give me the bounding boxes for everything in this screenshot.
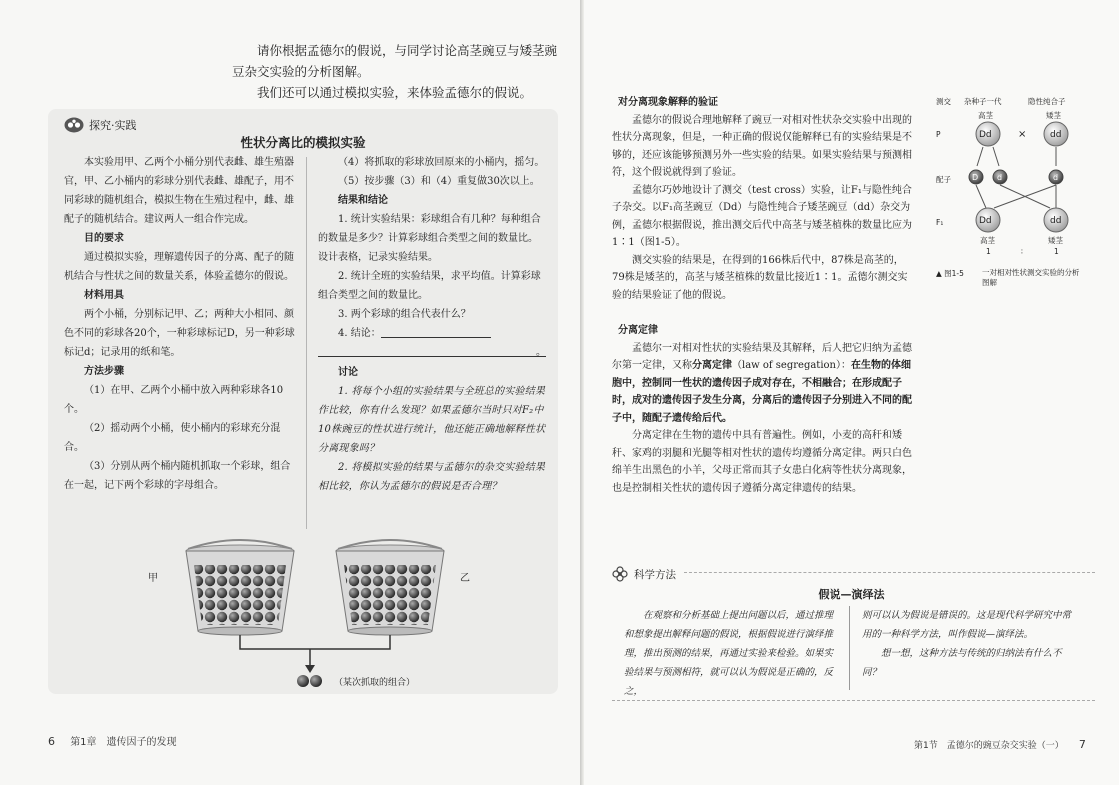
testcross-figure [936, 94, 1086, 294]
fig-gamete-d2: d [1053, 173, 1059, 182]
heading-materials: 材料用具 [84, 290, 124, 301]
section-name: 第1节 孟德尔的豌豆杂交实验（一） [914, 741, 1064, 751]
column-divider [306, 157, 307, 529]
method-column-2 [862, 606, 1078, 682]
paragraph [612, 340, 912, 428]
fig-header-hybrid: 杂种子一代 [964, 97, 1002, 106]
method-text: 在观察和分析基础上提出问题以后，通过推理和想象提出解释问题的假说，根据假说进行演绎推理，推出预测的结果，再通过实验来检验。如果实验结果与预测相符，就可以认为假说是正确的，反之， [624, 610, 834, 697]
discussion-item: 2. 将模拟实验的结果与孟德尔的杂交实验结果相比较，你认为孟德尔的假说是否合理？ [318, 462, 546, 492]
paragraph: 本实验用甲、乙两个小桶分别代表雌、雄生殖器官，甲、乙小桶内的彩球分别代表雌、雄配子，用不同彩球的随机组合，模拟生物在生殖过程中，雌、雄配子的随机结合。建议两人一组合作完成。 [64, 157, 294, 225]
experiment-title: 性状分离比的模拟实验 [240, 135, 366, 150]
heading-results: 结果和结论 [338, 195, 388, 206]
fig-row-f1: F₁ [936, 218, 944, 227]
method-text: 则可以认为假说是错误的。这是现代科学研究中常用的一种科学方法，叫作假说—演绎法。 [862, 610, 1072, 640]
verification-section [612, 94, 912, 304]
section-title: 对分离现象解释的验证 [618, 97, 718, 108]
step-item: （2）摇动两个小桶，使小桶内的彩球充分混合。 [64, 423, 281, 453]
page-number: 6 [48, 735, 55, 748]
page-number: 7 [1078, 738, 1086, 751]
ball-d [310, 675, 322, 687]
intro-paragraph: 请你根据孟德尔的假说，与同学讨论高茎豌豆与矮茎豌豆杂交实验的分析图解。 [232, 43, 558, 79]
step-item: （1）在甲、乙两个小桶中放入两种彩球各10个。 [64, 385, 284, 415]
fig-gamete-D: D [972, 173, 979, 182]
testcross-diagram [936, 94, 1086, 294]
fig-cell-Dd: Dd [979, 130, 992, 140]
paragraph: 分离定律在生物的遗传中具有普遍性。例如，小麦的高秆和矮秆、家鸡的羽腿和光腿等相对性状的遗传均遵循分离定律。两只白色绵羊生出黑色的小羊，父母正常而其子女患白化病等性状分离现象，也是控制相关性状的遗传因子遵循分离定律遗传的结果。 [612, 430, 912, 494]
fig-offspring-dd: dd [1050, 216, 1062, 226]
flower-icon [612, 566, 628, 582]
paragraph: 孟德尔巧妙地设计了测交（test cross）实验，让F₁与隐性纯合子杂交。以F₁高茎豌豆（Dd）与隐性纯合子矮茎豌豆（dd）杂交为例，孟德尔根据假说，推出测交后代中高茎与矮茎植株的数量比应为1∶1（图1-5）。 [612, 184, 912, 248]
conclusion-blank-line [318, 343, 546, 357]
fig-ratio-left: 1 [986, 247, 991, 256]
conclusion-period: 。 [536, 347, 546, 358]
segregation-section [612, 322, 912, 497]
box-header [64, 117, 137, 133]
paragraph: 两个小桶，分别标记甲、乙；两种大小相同、颜色不同的彩球各20个，一种彩球标记D，另一种彩球标记d；记录用的纸和笔。 [64, 309, 295, 358]
right-page [584, 0, 1119, 785]
step-item: （3）分别从两个桶内随机抓取一个彩球，组合在一起，记下两个彩球的字母组合。 [64, 461, 291, 491]
inquiry-practice-box [48, 109, 558, 694]
conclusion-item [318, 324, 546, 343]
fig-caption: 一对相对性状测交实验的分析图解 [982, 268, 1080, 287]
fig-cell-dd: dd [1050, 130, 1062, 140]
fig-offspring-tall: 高茎 [980, 236, 995, 245]
inquiry-icon [64, 117, 84, 133]
fig-offspring-Dd: Dd [979, 216, 992, 226]
left-footer [48, 733, 177, 748]
ball-D [297, 675, 309, 687]
method-bottom-rule [612, 700, 1095, 701]
question-item: 2. 统计全班的实验结果，求平均值。计算彩球组合类型之间的数量比。 [318, 271, 541, 301]
heading-purpose: 目的要求 [84, 233, 124, 244]
buckets-graphic [48, 539, 558, 689]
question-item: 1. 统计实验结果：彩球组合有几种？每种组合的数量是多少？计算彩球组合类型之间的数量比。设计表格，记录实验结果。 [318, 214, 541, 263]
fig-offspring-dwarf: 矮茎 [1048, 236, 1063, 245]
law-statement: 在生物的体细胞中，控制同一性状的遗传因子成对存在，不相融合；在形成配子时，成对的遗传因子发生分离，分离后的遗传因子分别进入不同的配子中，随配子遗传给后代。 [612, 360, 912, 424]
box-column-2 [318, 153, 546, 496]
right-footer [914, 738, 1086, 751]
combination-caption: （某次抓取的组合） [334, 678, 416, 688]
buckets-illustration [48, 539, 558, 689]
step-item: （4）将抓取的彩球放回原来的小桶内，摇匀。 [338, 157, 545, 168]
fig-dwarf-label: 矮茎 [1046, 111, 1061, 120]
question-item: 3. 两个彩球的组合代表什么？ [338, 309, 471, 320]
bucket-jia [186, 540, 294, 635]
fig-caption-number: ▲ 图1-5 [936, 269, 964, 278]
paragraph: 测交实验的结果是，在得到的166株后代中，87株是高茎的，79株是矮茎的，高茎与矮茎植株的数量比接近1∶1。孟德尔测交实验的结果验证了他的假说。 [612, 254, 908, 301]
fig-header-cross: 测交 [936, 97, 951, 106]
fig-row-gamete: 配子 [936, 175, 951, 184]
step-item: （5）按步骤（3）和（4）重复做30次以上。 [338, 176, 540, 187]
law-text: 孟德尔一对相对性状的实验结果及其解释，后人把它归纳为孟德尔第一定律，又称 [612, 342, 912, 371]
bucket-label-yi: 乙 [460, 573, 470, 584]
fig-ratio-right: 1 [1054, 247, 1059, 256]
method-divider [849, 606, 850, 690]
section-title: 分离定律 [618, 325, 658, 336]
conclusion-label: 4. 结论： [338, 328, 381, 339]
combination-arrows [240, 635, 390, 673]
fig-ratio-sep: ∶ [1021, 247, 1023, 256]
fig-tall-label: 高茎 [978, 111, 993, 120]
method-top-rule [684, 572, 1095, 573]
box-label: 探究·实践 [89, 119, 137, 132]
bucket-yi [336, 540, 444, 635]
fig-cross-symbol: × [1018, 129, 1027, 140]
fig-gamete-d: d [997, 173, 1003, 182]
method-title: 假说—演绎法 [818, 588, 885, 601]
intro-text [232, 40, 562, 103]
method-text: 想一想，这种方法与传统的归纳法有什么不同？ [862, 648, 1062, 678]
chapter-title: 第1章 遗传因子的发现 [70, 737, 177, 748]
box-column-1 [64, 153, 296, 495]
fig-header-recessive: 隐性纯合子 [1028, 97, 1066, 106]
method-header [612, 566, 676, 582]
law-name: 分离定律 [692, 360, 732, 371]
heading-discussion: 讨论 [338, 367, 358, 378]
paragraph: 孟德尔的假说合理地解释了豌豆一对相对性状杂交实验中出现的性状分离现象，但是，一种正确的假说仅能解释已有的实验结果是不够的，还应该能够预测另外一些实验的结果。如果实验结果与预测相符，这个假说就得到了验证。 [612, 114, 912, 178]
discussion-item: 1. 将每个小组的实验结果与全班总的实验结果作比较，你有什么发现？如果孟德尔当时只对F₂中10株豌豆的性状进行统计，他还能正确地解释性状分离现象吗？ [318, 386, 546, 454]
heading-steps: 方法步骤 [84, 366, 124, 377]
bucket-label-jia: 甲 [148, 573, 158, 584]
paragraph: 通过模拟实验，理解遗传因子的分离、配子的随机结合与性状之间的数量关系，体验孟德尔的假说。 [64, 252, 294, 282]
conclusion-blank [381, 326, 491, 338]
method-label: 科学方法 [634, 568, 676, 581]
fig-row-p: P [936, 130, 941, 139]
method-column-1 [624, 606, 836, 701]
intro-paragraph: 我们还可以通过模拟实验，来体验孟德尔的假说。 [257, 85, 533, 100]
law-english: （law of segregation）： [732, 360, 851, 371]
